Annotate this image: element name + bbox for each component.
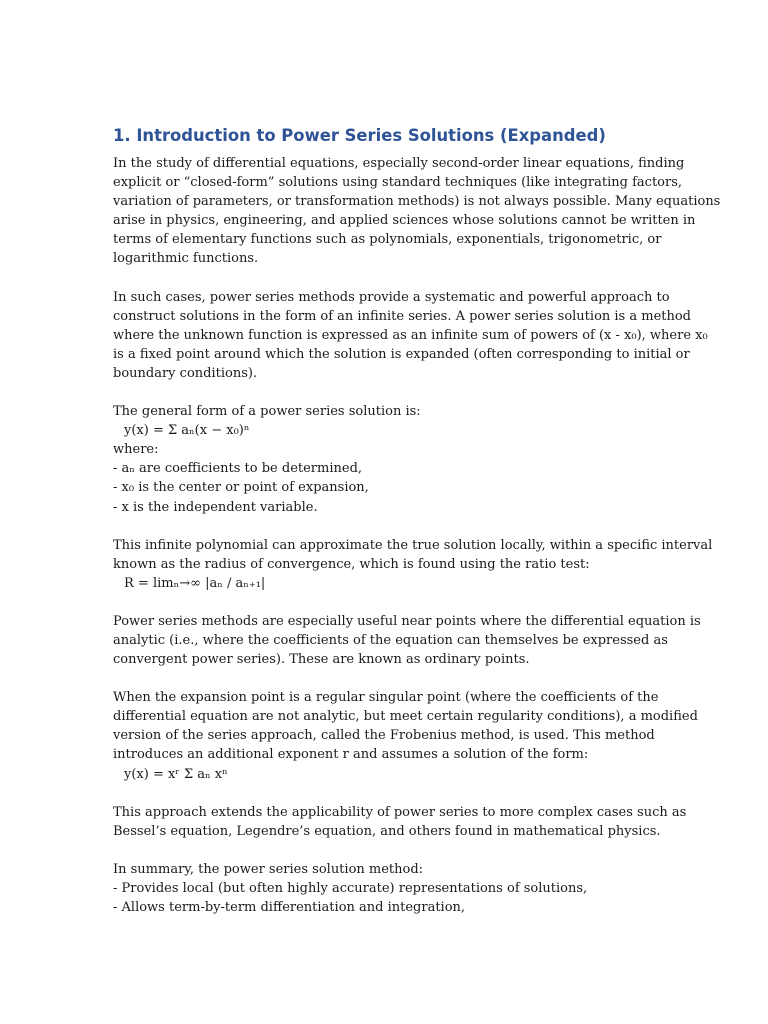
text-line: introduces an additional exponent r and assumes a solution of the form: <box>113 747 589 763</box>
list-item: - Provides local (but often highly accurate) representations of solutions, <box>113 880 588 896</box>
text-line: In the study of differential equations, especially second-order linear equations, finding <box>113 156 685 171</box>
section-heading: 1. Introduction to Power Series Solutions (Expanded) <box>113 126 606 145</box>
list-item: - Allows term-by-term differentiation and integration, <box>113 900 466 915</box>
paragraph-ordinary-points <box>113 612 701 669</box>
ratio-test-formula: R = limₙ→∞ |aₙ / aₙ₊₁| <box>124 575 266 591</box>
paragraph-general-form <box>113 402 658 517</box>
list-item: - aₙ are coefficients to be determined, <box>113 461 363 477</box>
text-line: is a fixed point around which the solution is expanded (often corresponding to initial or <box>113 346 690 362</box>
text-line: boundary conditions). <box>113 365 258 381</box>
text-line: In summary, the power series solution method: <box>113 861 424 877</box>
paragraph-summary <box>113 860 658 917</box>
paragraph-applications <box>113 803 687 841</box>
text-line: construct solutions in the form of an infinite series. A power series solution is a method <box>113 308 692 324</box>
paragraph-frobenius <box>113 688 698 783</box>
text-line: convergent power series). These are known as ordinary points. <box>113 652 530 668</box>
text-line: known as the radius of convergence, which is found using the ratio test: <box>113 556 590 572</box>
paragraph-power-series-method <box>113 288 708 383</box>
list-item: - x₀ is the center or point of expansion, <box>113 480 369 496</box>
document-content <box>113 124 721 936</box>
text-line: explicit or “closed-form” solutions using standard techniques (like integrating factors, <box>113 175 683 191</box>
text-line: analytic (i.e., where the coefficients of the equation can themselves be expressed as <box>113 632 668 648</box>
text-line: Power series methods are especially useful near points where the differential equation is <box>113 613 701 629</box>
text-line: variation of parameters, or transformation methods) is not always possible. Many equations <box>113 194 721 210</box>
text-line: The general form of a power series solution is: <box>113 404 421 420</box>
text-line: arise in physics, engineering, and applied sciences whose solutions cannot be written in <box>113 213 696 229</box>
list-item: - x is the independent variable. <box>113 499 318 515</box>
text-line: When the expansion point is a regular singular point (where the coefficients of the <box>113 690 659 706</box>
text-line: In such cases, power series methods provide a systematic and powerful approach to <box>113 289 670 305</box>
paragraph-intro <box>113 154 721 269</box>
text-line: where the unknown function is expressed as an infinite sum of powers of (x - x₀), where x₀ <box>113 327 708 343</box>
text-line: where: <box>113 442 159 458</box>
general-form-formula: y(x) = Σ aₙ(x − x₀)ⁿ <box>124 423 250 439</box>
text-line: terms of elementary functions such as polynomials, exponentials, trigonometric, or <box>113 232 662 248</box>
text-line: logarithmic functions. <box>113 251 259 267</box>
text-line: This approach extends the applicability of power series to more complex cases such as <box>113 804 687 820</box>
text-line: Bessel’s equation, Legendre’s equation, and others found in mathematical physics. <box>113 823 661 839</box>
paragraph-radius-of-convergence <box>113 536 713 593</box>
text-line: differential equation are not analytic, but meet certain regularity conditions), a modified <box>113 709 698 725</box>
text-line: version of the series approach, called the Frobenius method, is used. This method <box>113 728 655 744</box>
text-line: This infinite polynomial can approximate the true solution locally, within a specific interval <box>113 537 713 553</box>
frobenius-formula: y(x) = xʳ Σ aₙ xⁿ <box>124 766 228 782</box>
